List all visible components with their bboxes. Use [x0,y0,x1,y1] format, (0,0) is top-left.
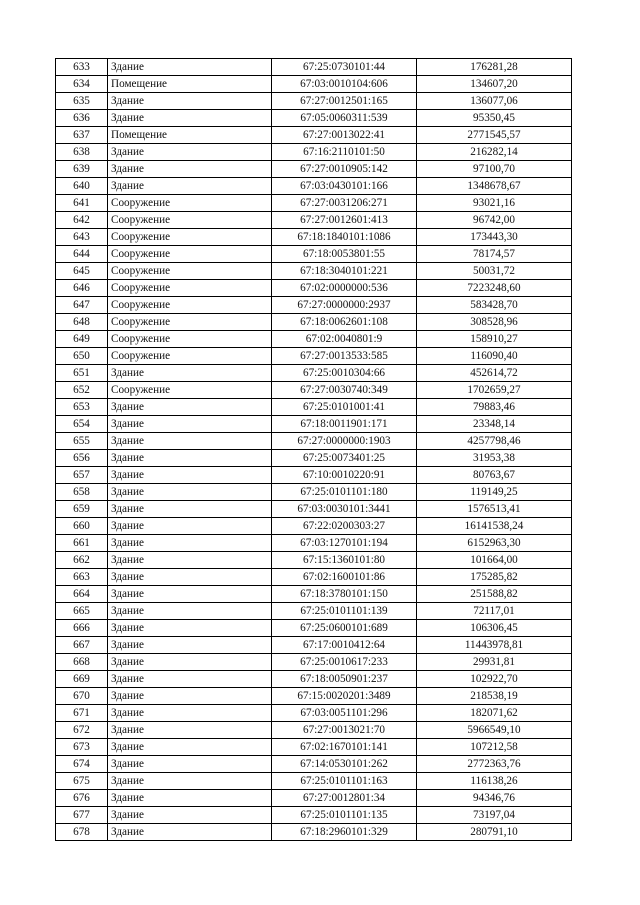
cadastral-value-cell: 119149,25 [417,484,572,501]
cadastral-number-cell: 67:03:0010104:606 [272,76,417,93]
object-type-cell: Здание [108,484,272,501]
cadastral-value-cell: 102922,70 [417,671,572,688]
cadastral-number-cell: 67:18:3780101:150 [272,586,417,603]
cadastral-value-cell: 136077,06 [417,93,572,110]
table-row [56,637,572,654]
table-row [56,450,572,467]
table-row [56,297,572,314]
object-type-cell: Помещение [108,127,272,144]
row-number-cell: 638 [56,144,108,161]
cadastral-number-cell: 67:02:1670101:141 [272,739,417,756]
object-type-cell: Здание [108,144,272,161]
row-number-cell: 634 [56,76,108,93]
row-number-cell: 669 [56,671,108,688]
object-type-cell: Здание [108,518,272,535]
object-type-cell: Здание [108,178,272,195]
cadastral-value-cell: 11443978,81 [417,637,572,654]
row-number-cell: 636 [56,110,108,127]
cadastral-value-cell: 6152963,30 [417,535,572,552]
cadastral-number-cell: 67:03:0430101:166 [272,178,417,195]
table-row [56,161,572,178]
object-type-cell: Здание [108,739,272,756]
cadastral-number-cell: 67:27:0013533:585 [272,348,417,365]
object-type-cell: Сооружение [108,314,272,331]
cadastral-number-cell: 67:25:0101101:135 [272,807,417,824]
object-type-cell: Сооружение [108,382,272,399]
row-number-cell: 659 [56,501,108,518]
table-row [56,212,572,229]
row-number-cell: 670 [56,688,108,705]
object-type-cell: Здание [108,161,272,178]
object-type-cell: Здание [108,722,272,739]
cadastral-number-cell: 67:02:1600101:86 [272,569,417,586]
cadastral-number-cell: 67:15:1360101:80 [272,552,417,569]
cadastral-number-cell: 67:27:0000000:2937 [272,297,417,314]
row-number-cell: 671 [56,705,108,722]
table-row [56,722,572,739]
cadastral-value-cell: 5966549,10 [417,722,572,739]
object-type-cell: Здание [108,569,272,586]
table-row [56,535,572,552]
cadastral-value-cell: 182071,62 [417,705,572,722]
object-type-cell: Здание [108,501,272,518]
cadastral-value-cell: 173443,30 [417,229,572,246]
object-type-cell: Здание [108,637,272,654]
row-number-cell: 656 [56,450,108,467]
row-number-cell: 662 [56,552,108,569]
table-row [56,76,572,93]
row-number-cell: 676 [56,790,108,807]
table-row [56,501,572,518]
cadastral-number-cell: 67:02:0040801:9 [272,331,417,348]
cadastral-value-cell: 97100,70 [417,161,572,178]
table-row [56,688,572,705]
row-number-cell: 657 [56,467,108,484]
cadastral-value-cell: 96742,00 [417,212,572,229]
cadastral-value-cell: 1576513,41 [417,501,572,518]
row-number-cell: 665 [56,603,108,620]
table-row [56,382,572,399]
row-number-cell: 661 [56,535,108,552]
property-table-body [56,59,572,841]
cadastral-value-cell: 116138,26 [417,773,572,790]
object-type-cell: Здание [108,399,272,416]
cadastral-value-cell: 116090,40 [417,348,572,365]
cadastral-value-cell: 216282,14 [417,144,572,161]
object-type-cell: Сооружение [108,280,272,297]
cadastral-value-cell: 1702659,27 [417,382,572,399]
cadastral-number-cell: 67:18:2960101:329 [272,824,417,841]
table-row [56,586,572,603]
cadastral-number-cell: 67:27:0012801:34 [272,790,417,807]
row-number-cell: 655 [56,433,108,450]
row-number-cell: 675 [56,773,108,790]
cadastral-number-cell: 67:25:0600101:689 [272,620,417,637]
cadastral-value-cell: 176281,28 [417,59,572,76]
cadastral-number-cell: 67:03:0051101:296 [272,705,417,722]
object-type-cell: Сооружение [108,263,272,280]
cadastral-number-cell: 67:25:0101001:41 [272,399,417,416]
cadastral-value-cell: 29931,81 [417,654,572,671]
row-number-cell: 653 [56,399,108,416]
object-type-cell: Здание [108,416,272,433]
cadastral-number-cell: 67:18:3040101:221 [272,263,417,280]
cadastral-number-cell: 67:25:0101101:139 [272,603,417,620]
row-number-cell: 652 [56,382,108,399]
row-number-cell: 640 [56,178,108,195]
object-type-cell: Сооружение [108,246,272,263]
cadastral-value-cell: 134607,20 [417,76,572,93]
row-number-cell: 642 [56,212,108,229]
cadastral-value-cell: 50031,72 [417,263,572,280]
cadastral-number-cell: 67:18:0062601:108 [272,314,417,331]
cadastral-number-cell: 67:27:0012501:165 [272,93,417,110]
table-row [56,824,572,841]
row-number-cell: 644 [56,246,108,263]
table-row [56,348,572,365]
cadastral-value-cell: 72117,01 [417,603,572,620]
property-table [55,58,572,841]
cadastral-value-cell: 7223248,60 [417,280,572,297]
cadastral-number-cell: 67:22:0200303:27 [272,518,417,535]
row-number-cell: 654 [56,416,108,433]
row-number-cell: 667 [56,637,108,654]
cadastral-value-cell: 2771545,57 [417,127,572,144]
cadastral-value-cell: 95350,45 [417,110,572,127]
cadastral-number-cell: 67:03:0030101:3441 [272,501,417,518]
row-number-cell: 639 [56,161,108,178]
table-row [56,127,572,144]
object-type-cell: Здание [108,654,272,671]
object-type-cell: Сооружение [108,229,272,246]
cadastral-number-cell: 67:18:1840101:1086 [272,229,417,246]
object-type-cell: Сооружение [108,348,272,365]
table-row [56,399,572,416]
row-number-cell: 649 [56,331,108,348]
row-number-cell: 651 [56,365,108,382]
object-type-cell: Здание [108,93,272,110]
cadastral-number-cell: 67:25:0730101:44 [272,59,417,76]
object-type-cell: Здание [108,807,272,824]
object-type-cell: Сооружение [108,297,272,314]
cadastral-number-cell: 67:18:0053801:55 [272,246,417,263]
cadastral-number-cell: 67:02:0000000:536 [272,280,417,297]
row-number-cell: 678 [56,824,108,841]
cadastral-number-cell: 67:25:0073401:25 [272,450,417,467]
cadastral-value-cell: 4257798,46 [417,433,572,450]
row-number-cell: 635 [56,93,108,110]
cadastral-value-cell: 158910,27 [417,331,572,348]
object-type-cell: Здание [108,620,272,637]
row-number-cell: 663 [56,569,108,586]
cadastral-number-cell: 67:27:0030740:349 [272,382,417,399]
cadastral-value-cell: 2772363,76 [417,756,572,773]
cadastral-number-cell: 67:05:0060311:539 [272,110,417,127]
cadastral-number-cell: 67:18:0011901:171 [272,416,417,433]
table-row [56,229,572,246]
cadastral-value-cell: 78174,57 [417,246,572,263]
cadastral-value-cell: 16141538,24 [417,518,572,535]
cadastral-number-cell: 67:03:1270101:194 [272,535,417,552]
table-row [56,484,572,501]
row-number-cell: 674 [56,756,108,773]
object-type-cell: Здание [108,110,272,127]
object-type-cell: Здание [108,433,272,450]
row-number-cell: 647 [56,297,108,314]
table-row [56,552,572,569]
table-row [56,314,572,331]
object-type-cell: Здание [108,535,272,552]
cadastral-number-cell: 67:27:0031206:271 [272,195,417,212]
row-number-cell: 650 [56,348,108,365]
cadastral-number-cell: 67:27:0010905:142 [272,161,417,178]
cadastral-value-cell: 1348678,67 [417,178,572,195]
table-row [56,654,572,671]
cadastral-value-cell: 251588,82 [417,586,572,603]
row-number-cell: 677 [56,807,108,824]
cadastral-number-cell: 67:27:0000000:1903 [272,433,417,450]
object-type-cell: Здание [108,671,272,688]
cadastral-value-cell: 23348,14 [417,416,572,433]
table-row [56,569,572,586]
table-row [56,467,572,484]
table-row [56,518,572,535]
cadastral-number-cell: 67:25:0010304:66 [272,365,417,382]
table-row [56,59,572,76]
table-row [56,246,572,263]
row-number-cell: 633 [56,59,108,76]
object-type-cell: Здание [108,773,272,790]
cadastral-number-cell: 67:25:0101101:163 [272,773,417,790]
table-row [56,790,572,807]
object-type-cell: Здание [108,467,272,484]
table-row [56,756,572,773]
table-row [56,807,572,824]
cadastral-value-cell: 218538,19 [417,688,572,705]
object-type-cell: Здание [108,450,272,467]
table-row [56,331,572,348]
table-row [56,280,572,297]
object-type-cell: Здание [108,59,272,76]
row-number-cell: 666 [56,620,108,637]
object-type-cell: Здание [108,705,272,722]
row-number-cell: 664 [56,586,108,603]
table-row [56,433,572,450]
table-row [56,603,572,620]
cadastral-number-cell: 67:18:0050901:237 [272,671,417,688]
table-row [56,263,572,280]
row-number-cell: 658 [56,484,108,501]
table-row [56,416,572,433]
row-number-cell: 673 [56,739,108,756]
table-row [56,365,572,382]
object-type-cell: Здание [108,790,272,807]
cadastral-value-cell: 31953,38 [417,450,572,467]
table-row [56,739,572,756]
cadastral-value-cell: 79883,46 [417,399,572,416]
object-type-cell: Здание [108,688,272,705]
cadastral-number-cell: 67:15:0020201:3489 [272,688,417,705]
object-type-cell: Помещение [108,76,272,93]
cadastral-value-cell: 106306,45 [417,620,572,637]
row-number-cell: 643 [56,229,108,246]
cadastral-value-cell: 94346,76 [417,790,572,807]
object-type-cell: Сооружение [108,195,272,212]
table-row [56,144,572,161]
object-type-cell: Здание [108,586,272,603]
cadastral-number-cell: 67:27:0012601:413 [272,212,417,229]
object-type-cell: Сооружение [108,212,272,229]
cadastral-number-cell: 67:16:2110101:50 [272,144,417,161]
object-type-cell: Здание [108,824,272,841]
table-row [56,705,572,722]
table-row [56,671,572,688]
row-number-cell: 637 [56,127,108,144]
object-type-cell: Сооружение [108,331,272,348]
row-number-cell: 645 [56,263,108,280]
table-row [56,620,572,637]
table-row [56,178,572,195]
cadastral-value-cell: 93021,16 [417,195,572,212]
cadastral-value-cell: 308528,96 [417,314,572,331]
cadastral-value-cell: 107212,58 [417,739,572,756]
table-row [56,773,572,790]
cadastral-value-cell: 101664,00 [417,552,572,569]
cadastral-value-cell: 583428,70 [417,297,572,314]
table-row [56,93,572,110]
cadastral-value-cell: 452614,72 [417,365,572,382]
object-type-cell: Здание [108,603,272,620]
table-row [56,195,572,212]
cadastral-number-cell: 67:27:0013021:70 [272,722,417,739]
object-type-cell: Здание [108,365,272,382]
table-row [56,110,572,127]
cadastral-number-cell: 67:25:0010617:233 [272,654,417,671]
object-type-cell: Здание [108,756,272,773]
row-number-cell: 646 [56,280,108,297]
cadastral-value-cell: 73197,04 [417,807,572,824]
cadastral-value-cell: 80763,67 [417,467,572,484]
cadastral-number-cell: 67:17:0010412:64 [272,637,417,654]
object-type-cell: Здание [108,552,272,569]
cadastral-number-cell: 67:27:0013022:41 [272,127,417,144]
row-number-cell: 672 [56,722,108,739]
row-number-cell: 660 [56,518,108,535]
cadastral-value-cell: 175285,82 [417,569,572,586]
cadastral-value-cell: 280791,10 [417,824,572,841]
row-number-cell: 668 [56,654,108,671]
cadastral-number-cell: 67:10:0010220:91 [272,467,417,484]
cadastral-number-cell: 67:25:0101101:180 [272,484,417,501]
row-number-cell: 648 [56,314,108,331]
row-number-cell: 641 [56,195,108,212]
cadastral-number-cell: 67:14:0530101:262 [272,756,417,773]
